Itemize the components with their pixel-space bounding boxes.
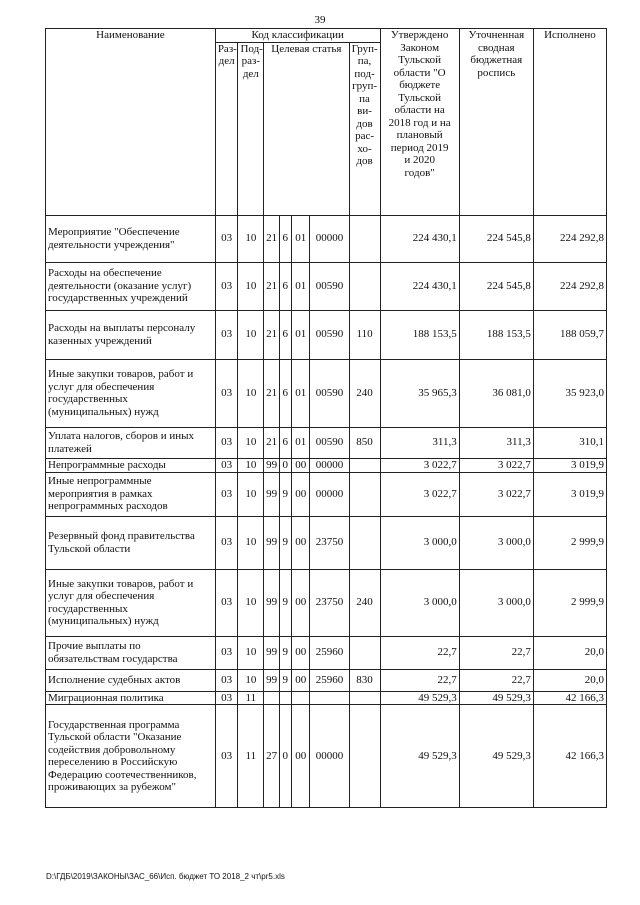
row-section: 03	[215, 636, 238, 669]
row-refined: 49 529,3	[459, 705, 533, 808]
header-target: Целевая статья	[264, 42, 349, 215]
row-refined: 49 529,3	[459, 691, 533, 705]
row-target-direction: 00000	[310, 705, 349, 808]
row-name: Расходы на обеспечение деятельности (оказание услуг) государственных учреждений	[46, 262, 216, 310]
row-target-direction: 00000	[310, 215, 349, 262]
row-approved: 49 529,3	[380, 705, 459, 808]
row-executed: 224 292,8	[533, 262, 606, 310]
table-row	[46, 458, 607, 472]
row-name: Исполнение судебных актов	[46, 669, 216, 691]
row-target-program: 99	[264, 472, 279, 516]
row-target-type: 0	[279, 458, 291, 472]
row-subsection: 11	[238, 705, 264, 808]
header-approved: Утверждено Законом Тульской области "О бюджете Тульской области на 2018 год и на плановый период 2019 и 2020 годов"	[380, 29, 459, 216]
row-section: 03	[215, 215, 238, 262]
row-refined: 224 545,8	[459, 262, 533, 310]
row-target-direction: 00590	[310, 310, 349, 359]
row-name: Мероприятие "Обеспечение деятельности учреждения"	[46, 215, 216, 262]
row-section: 03	[215, 458, 238, 472]
row-name: Иные непрограммные мероприятия в рамках непрограммных расходов	[46, 472, 216, 516]
row-approved: 3 000,0	[380, 516, 459, 569]
row-target-type: 0	[279, 705, 291, 808]
row-expense-type	[349, 705, 380, 808]
row-target-direction: 23750	[310, 569, 349, 636]
row-expense-type	[349, 472, 380, 516]
row-approved: 311,3	[380, 427, 459, 458]
row-target-direction: 25960	[310, 636, 349, 669]
row-executed: 3 019,9	[533, 472, 606, 516]
table-row	[46, 636, 607, 669]
table-row	[46, 705, 607, 808]
row-subsection: 10	[238, 472, 264, 516]
header-name: Наименование	[46, 29, 216, 216]
row-target-program: 21	[264, 310, 279, 359]
row-refined: 188 153,5	[459, 310, 533, 359]
row-refined: 311,3	[459, 427, 533, 458]
row-expense-type	[349, 215, 380, 262]
row-expense-type: 240	[349, 569, 380, 636]
row-executed: 20,0	[533, 669, 606, 691]
row-target-type: 9	[279, 569, 291, 636]
row-target-main: 01	[291, 310, 310, 359]
row-approved: 3 022,7	[380, 458, 459, 472]
row-target-main: 00	[291, 669, 310, 691]
row-name: Расходы на выплаты персоналу казенных учреждений	[46, 310, 216, 359]
row-target-main: 01	[291, 215, 310, 262]
row-target-program: 99	[264, 458, 279, 472]
row-refined: 3 000,0	[459, 569, 533, 636]
row-refined: 22,7	[459, 669, 533, 691]
row-approved: 49 529,3	[380, 691, 459, 705]
page-number: 39	[314, 14, 326, 26]
row-target-program: 99	[264, 569, 279, 636]
header-subsection: Под- раз- дел	[238, 42, 264, 215]
row-target-main: 00	[291, 516, 310, 569]
row-executed: 3 019,9	[533, 458, 606, 472]
row-section: 03	[215, 427, 238, 458]
row-name: Государственная программа Тульской области "Оказание содействия добровольному переселению в Российскую Федерацию соотечественников, проживающих за рубежом"	[46, 705, 216, 808]
header-executed: Исполнено	[533, 29, 606, 216]
row-section: 03	[215, 669, 238, 691]
row-subsection: 10	[238, 215, 264, 262]
row-target-main: 01	[291, 427, 310, 458]
row-approved: 35 965,3	[380, 359, 459, 427]
row-section: 03	[215, 472, 238, 516]
row-target-main: 01	[291, 359, 310, 427]
budget-table	[45, 28, 607, 808]
row-executed: 310,1	[533, 427, 606, 458]
row-executed: 35 923,0	[533, 359, 606, 427]
row-section: 03	[215, 569, 238, 636]
row-target-direction: 23750	[310, 516, 349, 569]
table-row	[46, 427, 607, 458]
row-approved: 3 022,7	[380, 472, 459, 516]
row-name: Резервный фонд правительства Тульской области	[46, 516, 216, 569]
row-target-direction: 00590	[310, 359, 349, 427]
table-row	[46, 215, 607, 262]
row-expense-type	[349, 516, 380, 569]
row-expense-type: 830	[349, 669, 380, 691]
footer-file-path: D:\ГДБ\2019\ЗАКОНЫ\ЗАС_66\Исп. бюджет ТО 2018_2 чт\pr5.xls	[46, 872, 285, 881]
table-row	[46, 310, 607, 359]
row-refined: 22,7	[459, 636, 533, 669]
row-target-direction: 00590	[310, 427, 349, 458]
row-approved: 22,7	[380, 636, 459, 669]
table-row	[46, 569, 607, 636]
table-row	[46, 691, 607, 705]
row-target-program: 99	[264, 516, 279, 569]
row-name: Прочие выплаты по обязательствам государства	[46, 636, 216, 669]
row-target-type: 9	[279, 636, 291, 669]
row-section: 03	[215, 691, 238, 705]
row-name: Непрограммные расходы	[46, 458, 216, 472]
table-row	[46, 359, 607, 427]
row-subsection: 10	[238, 569, 264, 636]
row-target-main	[291, 691, 310, 705]
row-subsection: 10	[238, 359, 264, 427]
row-target-program: 27	[264, 705, 279, 808]
row-refined: 3 022,7	[459, 458, 533, 472]
row-expense-type	[349, 636, 380, 669]
header-code-group: Код классификации	[215, 29, 380, 43]
row-expense-type: 850	[349, 427, 380, 458]
header-expense-type: Груп- па, под- груп- па ви- дов рас- хо- дов	[349, 42, 380, 215]
table-row	[46, 669, 607, 691]
row-subsection: 10	[238, 516, 264, 569]
row-target-type: 9	[279, 472, 291, 516]
row-subsection: 10	[238, 310, 264, 359]
row-target-type	[279, 691, 291, 705]
row-target-program: 21	[264, 262, 279, 310]
row-subsection: 11	[238, 691, 264, 705]
row-name: Иные закупки товаров, работ и услуг для обеспечения государственных (муниципальных) нужд	[46, 359, 216, 427]
row-expense-type	[349, 262, 380, 310]
row-target-program: 21	[264, 215, 279, 262]
row-executed: 2 999,9	[533, 516, 606, 569]
table-row	[46, 472, 607, 516]
row-target-program: 21	[264, 427, 279, 458]
row-expense-type	[349, 458, 380, 472]
row-subsection: 10	[238, 669, 264, 691]
row-executed: 2 999,9	[533, 569, 606, 636]
row-target-type: 6	[279, 359, 291, 427]
row-subsection: 10	[238, 458, 264, 472]
row-target-type: 6	[279, 427, 291, 458]
row-expense-type: 110	[349, 310, 380, 359]
row-target-program: 99	[264, 669, 279, 691]
row-subsection: 10	[238, 262, 264, 310]
row-target-direction	[310, 691, 349, 705]
row-target-direction: 00000	[310, 458, 349, 472]
row-approved: 224 430,1	[380, 215, 459, 262]
row-refined: 224 545,8	[459, 215, 533, 262]
row-subsection: 10	[238, 427, 264, 458]
row-target-type: 6	[279, 310, 291, 359]
row-expense-type: 240	[349, 359, 380, 427]
row-executed: 42 166,3	[533, 691, 606, 705]
row-executed: 224 292,8	[533, 215, 606, 262]
row-expense-type	[349, 691, 380, 705]
row-target-direction: 00000	[310, 472, 349, 516]
row-target-type: 6	[279, 262, 291, 310]
row-approved: 188 153,5	[380, 310, 459, 359]
row-target-type: 6	[279, 215, 291, 262]
row-section: 03	[215, 705, 238, 808]
row-target-main: 01	[291, 262, 310, 310]
row-name: Уплата налогов, сборов и иных платежей	[46, 427, 216, 458]
row-name: Миграционная политика	[46, 691, 216, 705]
row-approved: 22,7	[380, 669, 459, 691]
row-executed: 42 166,3	[533, 705, 606, 808]
row-target-program: 99	[264, 636, 279, 669]
row-target-program	[264, 691, 279, 705]
row-approved: 224 430,1	[380, 262, 459, 310]
row-target-direction: 25960	[310, 669, 349, 691]
row-refined: 3 000,0	[459, 516, 533, 569]
row-approved: 3 000,0	[380, 569, 459, 636]
row-executed: 188 059,7	[533, 310, 606, 359]
row-name: Иные закупки товаров, работ и услуг для обеспечения государственных (муниципальных) нужд	[46, 569, 216, 636]
row-subsection: 10	[238, 636, 264, 669]
row-refined: 3 022,7	[459, 472, 533, 516]
row-target-main: 00	[291, 458, 310, 472]
row-target-main: 00	[291, 472, 310, 516]
row-refined: 36 081,0	[459, 359, 533, 427]
row-section: 03	[215, 262, 238, 310]
row-target-main: 00	[291, 569, 310, 636]
row-target-type: 9	[279, 669, 291, 691]
row-section: 03	[215, 359, 238, 427]
table-row	[46, 516, 607, 569]
row-section: 03	[215, 310, 238, 359]
row-target-main: 00	[291, 636, 310, 669]
row-target-direction: 00590	[310, 262, 349, 310]
table-row	[46, 262, 607, 310]
row-target-type: 9	[279, 516, 291, 569]
row-target-program: 21	[264, 359, 279, 427]
row-target-main: 00	[291, 705, 310, 808]
row-executed: 20,0	[533, 636, 606, 669]
header-refined: Уточненная сводная бюджетная роспись	[459, 29, 533, 216]
row-section: 03	[215, 516, 238, 569]
header-section: Раз- дел	[215, 42, 238, 215]
